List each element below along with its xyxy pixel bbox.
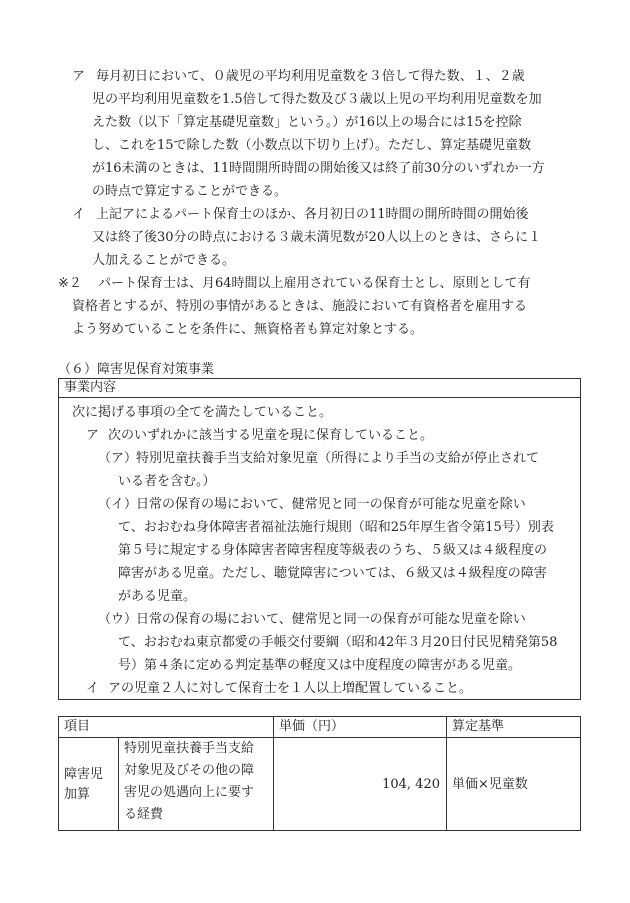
note-2-line-3: よう努めていることを条件に、無資格者も算定対象とする。 [72, 322, 424, 337]
item-a-line-6: の時点で算定することができる。 [92, 184, 288, 199]
table-price-value: 104, 420 [382, 777, 440, 792]
item-a-line-3: えた数（以下「算定基礎児童数」という。）が16以上の場合には15を控除 [92, 115, 522, 130]
content-item-a-text: 次のいずれかに該当する児童を現に保育していること。 [108, 428, 434, 443]
content-item-i-text: アの児童２人に対して保育士を１人以上増配置していること。 [108, 681, 473, 696]
sub-u-marker: （ウ） [98, 612, 138, 627]
table-category-line-2: 加算 [64, 787, 91, 802]
sub-a-line-2: いる者を含む。） [118, 474, 216, 489]
table-basis-value: 単価×児童数 [452, 777, 528, 792]
content-box-header: 事業内容 [64, 380, 117, 395]
sub-u-line-1: 日常の保育の場において、健常児と同一の保育が可能な児童を除い [136, 612, 526, 627]
content-box-divider [58, 397, 581, 398]
table-header-price: 単価（円） [279, 719, 345, 734]
sub-a-marker: （ア） [98, 451, 138, 466]
content-intro: 次に掲げる事項の全てを満たしていること。 [72, 405, 333, 420]
table-header-divider [58, 737, 581, 738]
sub-u-line-2: て、おおむね東京都愛の手帳交付要綱（昭和42年３月20日付民児精発第58 [118, 635, 558, 650]
sub-i-line-5: がある児童。 [118, 589, 197, 604]
content-item-a-marker: ア [86, 428, 100, 443]
sub-i-line-3: 第５号に規定する身体障害者障害程度等級表のうち、５級又は４級程度の [118, 543, 548, 558]
table-header-basis: 算定基準 [452, 719, 505, 734]
sub-i-line-4: 障害がある児童。ただし、聴覚障害については、６級又は４級程度の障害 [118, 566, 547, 581]
item-a-line-5: が16未満のときは、11時間開所時間の開始後又は終了前30分のいずれか一方 [92, 161, 545, 176]
table-desc-line-3: 害児の処遇向上に要す [124, 785, 255, 800]
sub-i-line-1: 日常の保育の場において、健常児と同一の保育が可能な児童を除い [136, 497, 526, 512]
item-a-line-1: 毎月初日において、０歳児の平均利用児童数を３倍して得た数、１、２歳 [96, 69, 525, 84]
table-desc-line-4: る経費 [124, 807, 164, 822]
sub-i-line-2: て、おおむね身体障害者福祉法施行規則（昭和25年厚生省令第15号）別表 [118, 520, 554, 535]
table-category-line-1: 障害児 [64, 767, 104, 782]
item-i-line-1: 上記アによるパート保育士のほか、各月初日の11時間の開所時間の開始後 [96, 207, 529, 222]
table-col-divider-1 [118, 737, 119, 831]
table-col-divider-3 [446, 716, 447, 831]
item-i-line-2: 又は終了後30分の時点における３歳未満児数が20人以上のときは、さらに１ [92, 230, 542, 245]
sub-a-line-1: 特別児童扶養手当支給対象児童（所得により手当の支給が停止されて [136, 451, 540, 466]
content-item-i-marker: イ [86, 681, 100, 696]
table-header-item: 項目 [64, 719, 91, 734]
sub-u-line-3: 号）第４条に定める判定基準の軽度又は中度程度の障害がある児童。 [118, 658, 522, 673]
note-2-marker: ※２ [58, 276, 82, 291]
item-i-marker: イ [72, 207, 86, 222]
table-desc-line-2: 対象児及びその他の障 [124, 763, 255, 778]
table-col-divider-2 [273, 716, 274, 831]
table-desc-line-1: 特別児童扶養手当支給 [124, 741, 255, 756]
note-2-line-1: パート保育士は、月64時間以上雇用されている保育士とし、原則として有 [98, 276, 531, 291]
sub-i-marker: （イ） [98, 497, 138, 512]
item-a-line-4: し、これを15で除した数（小数点以下切り上げ）。ただし、算定基礎児童数 [92, 138, 532, 153]
item-i-line-3: 人加えることができる。 [92, 253, 236, 268]
item-a-marker: ア [72, 69, 86, 84]
note-2-line-2: 資格者とするが、特別の事情があるときは、施設において有資格者を雇用する [72, 299, 528, 314]
item-a-line-2: 児の平均利用児童数を1.5倍して得た数及び３歳以上児の平均利用児童数を加 [92, 92, 542, 107]
section-6-heading: （６）障害児保育対策事業 [58, 362, 215, 377]
